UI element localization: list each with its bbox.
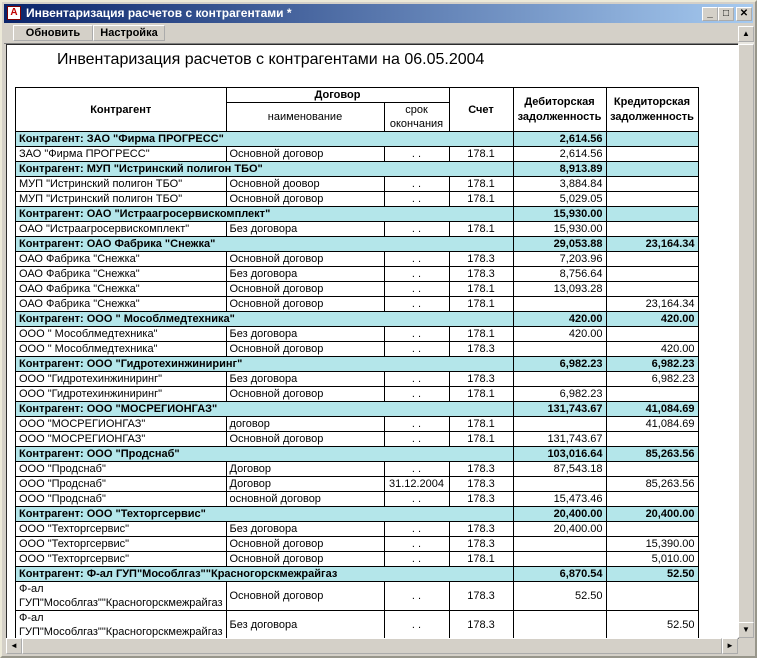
row-credit: 15,390.00: [606, 537, 698, 552]
table-row[interactable]: [16, 477, 699, 492]
table-row[interactable]: [16, 522, 699, 537]
group-debit-total: 103,016.64: [513, 447, 606, 462]
minimize-button[interactable]: _: [702, 7, 718, 21]
table-row[interactable]: [16, 492, 699, 507]
row-term: . .: [384, 267, 449, 282]
row-term: . .: [384, 297, 449, 312]
row-counterparty: ООО "Техторгсервис": [16, 537, 227, 552]
group-credit-total: 23,164.34: [606, 237, 698, 252]
header-contract: Договор: [226, 88, 449, 103]
scroll-up-button[interactable]: ▲: [738, 26, 754, 42]
row-debit: [513, 372, 606, 387]
row-term: . .: [384, 462, 449, 477]
horizontal-scrollbar[interactable]: [6, 638, 738, 654]
row-account: 178.1: [449, 417, 513, 432]
row-account: 178.1: [449, 192, 513, 207]
group-title: Контрагент: ОАО Фабрика "Снежка": [16, 237, 514, 252]
row-counterparty: ЗАО "Фирма ПРОГРЕСС": [16, 147, 227, 162]
table-row[interactable]: [16, 342, 699, 357]
row-credit: [606, 387, 698, 402]
row-credit: [606, 522, 698, 537]
row-contract: Основной договор: [226, 432, 384, 447]
group-title: Контрагент: ООО "Гидротехинжиниринг": [16, 357, 514, 372]
row-contract: Основной договор: [226, 537, 384, 552]
row-counterparty: ОАО "Истраагросервискомплект": [16, 222, 227, 237]
row-term: . .: [384, 177, 449, 192]
header-contract-term: срок окончания: [384, 103, 449, 132]
group-row[interactable]: [16, 207, 699, 222]
row-credit: 85,263.56: [606, 477, 698, 492]
header-debit: Дебиторская задолженность: [513, 88, 606, 132]
row-debit: 52.50: [513, 582, 606, 611]
row-credit: [606, 222, 698, 237]
row-term: . .: [384, 552, 449, 567]
group-debit-total: 420.00: [513, 312, 606, 327]
group-debit-total: 8,913.89: [513, 162, 606, 177]
row-credit: [606, 462, 698, 477]
row-counterparty: ООО "Техторгсервис": [16, 552, 227, 567]
row-debit: [513, 342, 606, 357]
group-credit-total: [606, 207, 698, 222]
row-debit: 3,884.84: [513, 177, 606, 192]
table-row[interactable]: [16, 177, 699, 192]
refresh-button[interactable]: Обновить: [13, 25, 93, 41]
row-contract: Без договора: [226, 267, 384, 282]
row-debit: [513, 297, 606, 312]
scroll-right-button[interactable]: ►: [722, 638, 738, 654]
table-row[interactable]: [16, 267, 699, 282]
report-table: [15, 87, 699, 639]
row-account: 178.3: [449, 267, 513, 282]
row-counterparty: ООО "МОСРЕГИОНГАЗ": [16, 432, 227, 447]
close-button[interactable]: ✕: [736, 7, 752, 21]
group-credit-total: 6,982.23: [606, 357, 698, 372]
group-debit-total: 15,930.00: [513, 207, 606, 222]
row-debit: [513, 417, 606, 432]
group-row[interactable]: [16, 162, 699, 177]
row-counterparty: МУП "Истринский полигон ТБО": [16, 177, 227, 192]
row-contract: Основной доовор: [226, 177, 384, 192]
table-row[interactable]: [16, 297, 699, 312]
app-icon: A: [7, 6, 21, 20]
row-counterparty: ООО "Продснаб": [16, 492, 227, 507]
row-counterparty: Ф-ал ГУП"Мособлгаз""Красногорскмежрайгаз: [16, 582, 227, 611]
report-area: [6, 44, 739, 639]
table-row[interactable]: [16, 462, 699, 477]
row-term: . .: [384, 372, 449, 387]
row-account: 178.1: [449, 327, 513, 342]
group-debit-total: 2,614.56: [513, 132, 606, 147]
row-account: 178.3: [449, 372, 513, 387]
row-contract: основной договор: [226, 492, 384, 507]
row-term: . .: [384, 282, 449, 297]
row-contract: Основной договор: [226, 252, 384, 267]
report-title: Инвентаризация расчетов с контрагентами на 06.05.2004: [57, 51, 485, 68]
row-credit: [606, 282, 698, 297]
row-account: 178.3: [449, 252, 513, 267]
row-credit: [606, 192, 698, 207]
group-title: Контрагент: ООО " Мособлмедтехника": [16, 312, 514, 327]
row-debit: 2,614.56: [513, 147, 606, 162]
scroll-thumb[interactable]: [738, 44, 754, 624]
row-account: 178.3: [449, 611, 513, 640]
row-account: 178.1: [449, 177, 513, 192]
group-credit-total: [606, 162, 698, 177]
row-account: 178.3: [449, 462, 513, 477]
group-title: Контрагент: ООО "Продснаб": [16, 447, 514, 462]
row-debit: [513, 477, 606, 492]
table-row[interactable]: [16, 282, 699, 297]
row-debit: 420.00: [513, 327, 606, 342]
row-term: . .: [384, 387, 449, 402]
row-term: . .: [384, 522, 449, 537]
header-credit: Кредиторская задолженность: [606, 88, 698, 132]
header-counterparty: Контрагент: [16, 88, 227, 132]
row-contract: Без договора: [226, 372, 384, 387]
group-row[interactable]: [16, 567, 699, 582]
table-row[interactable]: [16, 417, 699, 432]
group-debit-total: 6,982.23: [513, 357, 606, 372]
row-account: 178.1: [449, 387, 513, 402]
table-row[interactable]: [16, 552, 699, 567]
row-debit: 13,093.28: [513, 282, 606, 297]
row-term: . .: [384, 222, 449, 237]
row-counterparty: ООО "Продснаб": [16, 462, 227, 477]
group-debit-total: 29,053.88: [513, 237, 606, 252]
row-debit: 20,400.00: [513, 522, 606, 537]
row-contract: Без договора: [226, 327, 384, 342]
row-credit: [606, 582, 698, 611]
row-contract: Без договора: [226, 522, 384, 537]
row-account: 178.3: [449, 342, 513, 357]
group-title: Контрагент: МУП "Истринский полигон ТБО": [16, 162, 514, 177]
group-debit-total: 20,400.00: [513, 507, 606, 522]
row-term: . .: [384, 192, 449, 207]
row-counterparty: МУП "Истринский полигон ТБО": [16, 192, 227, 207]
row-account: 178.3: [449, 522, 513, 537]
group-debit-total: 6,870.54: [513, 567, 606, 582]
row-credit: [606, 252, 698, 267]
row-credit: [606, 267, 698, 282]
row-account: 178.1: [449, 297, 513, 312]
row-counterparty: ОАО Фабрика "Снежка": [16, 267, 227, 282]
row-term: . .: [384, 432, 449, 447]
group-credit-total: 420.00: [606, 312, 698, 327]
row-counterparty: ООО " Мособлмедтехника": [16, 342, 227, 357]
row-debit: 6,982.23: [513, 387, 606, 402]
row-contract: Основной договор: [226, 552, 384, 567]
row-credit: 5,010.00: [606, 552, 698, 567]
row-contract: Основной договор: [226, 342, 384, 357]
row-credit: 23,164.34: [606, 297, 698, 312]
row-counterparty: ОАО Фабрика "Снежка": [16, 252, 227, 267]
scroll-down-button[interactable]: ▼: [738, 622, 754, 638]
header-contract-name: наименование: [226, 103, 384, 132]
row-account: 178.1: [449, 552, 513, 567]
row-counterparty: ОАО Фабрика "Снежка": [16, 282, 227, 297]
table-row[interactable]: [16, 147, 699, 162]
row-counterparty: ООО " Мособлмедтехника": [16, 327, 227, 342]
table-row[interactable]: [16, 327, 699, 342]
table-row[interactable]: [16, 387, 699, 402]
group-row[interactable]: [16, 402, 699, 417]
row-credit: 52.50: [606, 611, 698, 640]
group-credit-total: 41,084.69: [606, 402, 698, 417]
row-contract: Основной договор: [226, 192, 384, 207]
row-term: 31.12.2004: [384, 477, 449, 492]
toolbar: [4, 24, 753, 44]
row-term: . .: [384, 252, 449, 267]
row-contract: Без договора: [226, 611, 384, 640]
row-credit: 41,084.69: [606, 417, 698, 432]
group-row[interactable]: [16, 312, 699, 327]
group-title: Контрагент: ООО "МОСРЕГИОНГАЗ": [16, 402, 514, 417]
row-debit: 131,743.67: [513, 432, 606, 447]
row-account: 178.1: [449, 147, 513, 162]
row-account: 178.1: [449, 282, 513, 297]
row-credit: 420.00: [606, 342, 698, 357]
row-counterparty: ООО "Продснаб": [16, 477, 227, 492]
row-counterparty: ООО "Техторгсервис": [16, 522, 227, 537]
row-counterparty: ООО "Гидротехинжиниринг": [16, 387, 227, 402]
group-credit-total: 20,400.00: [606, 507, 698, 522]
row-account: 178.1: [449, 222, 513, 237]
row-credit: [606, 147, 698, 162]
table-row[interactable]: [16, 582, 699, 611]
group-debit-total: 131,743.67: [513, 402, 606, 417]
row-term: . .: [384, 582, 449, 611]
group-credit-total: 52.50: [606, 567, 698, 582]
row-contract: Основной договор: [226, 582, 384, 611]
row-term: . .: [384, 342, 449, 357]
group-title: Контрагент: Ф-ал ГУП"Мособлгаз""Красногорскмежрайгаз: [16, 567, 514, 582]
group-title: Контрагент: ЗАО "Фирма ПРОГРЕСС": [16, 132, 514, 147]
row-debit: [513, 552, 606, 567]
table-row[interactable]: [16, 611, 699, 640]
row-debit: 5,029.05: [513, 192, 606, 207]
row-debit: 15,473.46: [513, 492, 606, 507]
row-counterparty: Ф-ал ГУП"Мособлгаз""Красногорскмежрайгаз: [16, 611, 227, 640]
table-row[interactable]: [16, 432, 699, 447]
group-title: Контрагент: ООО "Техторгсервис": [16, 507, 514, 522]
group-title: Контрагент: ОАО "Истраагросервискомплект": [16, 207, 514, 222]
group-credit-total: [606, 132, 698, 147]
row-debit: [513, 611, 606, 640]
row-term: . .: [384, 147, 449, 162]
row-account: 178.3: [449, 537, 513, 552]
row-counterparty: ОАО Фабрика "Снежка": [16, 297, 227, 312]
group-row[interactable]: [16, 237, 699, 252]
row-contract: договор: [226, 417, 384, 432]
row-debit: [513, 537, 606, 552]
table-row[interactable]: [16, 537, 699, 552]
group-row[interactable]: [16, 447, 699, 462]
row-account: 178.3: [449, 477, 513, 492]
maximize-button[interactable]: □: [718, 7, 734, 21]
row-credit: [606, 327, 698, 342]
row-counterparty: ООО "Гидротехинжиниринг": [16, 372, 227, 387]
row-term: . .: [384, 417, 449, 432]
row-debit: 7,203.96: [513, 252, 606, 267]
title-bar[interactable]: [4, 4, 753, 23]
row-contract: Договор: [226, 477, 384, 492]
row-counterparty: ООО "МОСРЕГИОНГАЗ": [16, 417, 227, 432]
row-contract: Основной договор: [226, 297, 384, 312]
scroll-left-button[interactable]: ◄: [6, 638, 22, 654]
row-credit: [606, 492, 698, 507]
group-credit-total: 85,263.56: [606, 447, 698, 462]
row-contract: Основной договор: [226, 282, 384, 297]
row-contract: Без договора: [226, 222, 384, 237]
group-row[interactable]: [16, 357, 699, 372]
window-title: Инвентаризация расчетов с контрагентами *: [26, 6, 292, 20]
row-account: 178.3: [449, 492, 513, 507]
group-row[interactable]: [16, 132, 699, 147]
row-credit: 6,982.23: [606, 372, 698, 387]
group-row[interactable]: [16, 507, 699, 522]
row-debit: 87,543.18: [513, 462, 606, 477]
settings-button[interactable]: Настройка: [93, 25, 165, 41]
table-row[interactable]: [16, 222, 699, 237]
row-debit: 15,930.00: [513, 222, 606, 237]
row-credit: [606, 177, 698, 192]
horizontal-scroll-thumb[interactable]: [22, 638, 722, 654]
row-credit: [606, 432, 698, 447]
vertical-scrollbar[interactable]: [738, 26, 754, 638]
row-term: . .: [384, 327, 449, 342]
row-term: . .: [384, 492, 449, 507]
row-contract: Основной договор: [226, 147, 384, 162]
table-row[interactable]: [16, 252, 699, 267]
row-term: . .: [384, 537, 449, 552]
row-account: 178.3: [449, 582, 513, 611]
row-contract: Договор: [226, 462, 384, 477]
table-row[interactable]: [16, 372, 699, 387]
header-account: Счет: [449, 88, 513, 132]
row-term: . .: [384, 611, 449, 640]
table-row[interactable]: [16, 192, 699, 207]
row-contract: Основной договор: [226, 387, 384, 402]
row-debit: 8,756.64: [513, 267, 606, 282]
row-account: 178.1: [449, 432, 513, 447]
